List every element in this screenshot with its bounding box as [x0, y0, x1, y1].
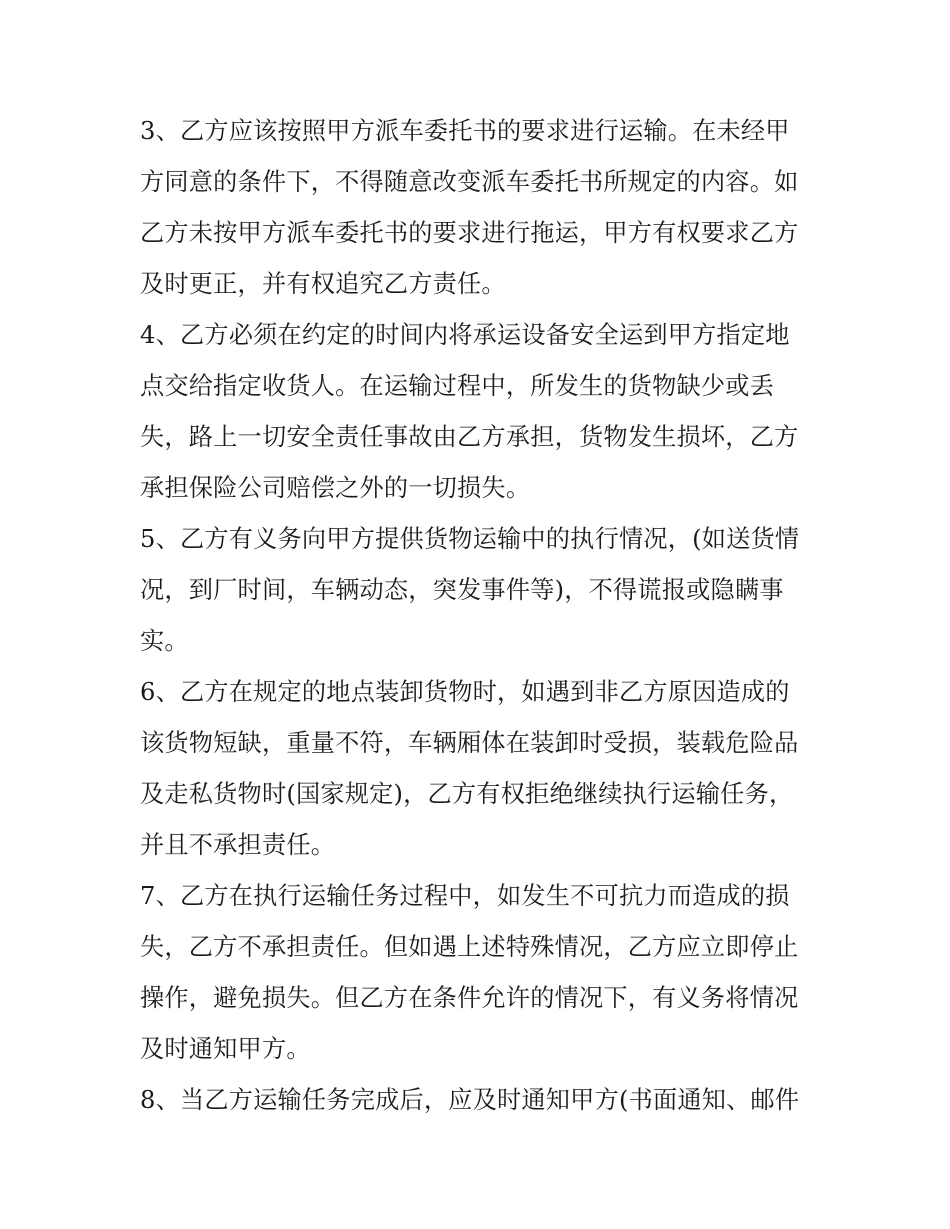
text-line: 方同意的条件下，不得随意改变派车委托书所规定的内容。如 [140, 168, 799, 196]
text-line: 8、当乙方运输任务完成后，应及时通知甲方(书面通知、邮件 [140, 1086, 800, 1114]
text-line: 失，乙方不承担责任。但如遇上述特殊情况，乙方应立即停止 [140, 933, 799, 961]
text-line: 该货物短缺，重量不符，车辆厢体在装卸时受损，装载危险品 [140, 729, 799, 757]
document-body [140, 106, 820, 1126]
text-line: 及走私货物时(国家规定)，乙方有权拒绝继续执行运输任务， [140, 780, 794, 808]
text-line: 况，到厂时间，车辆动态，突发事件等)，不得谎报或隐瞒事 [140, 576, 784, 604]
text-line: 7、乙方在执行运输任务过程中，如发生不可抗力而造成的损 [140, 882, 790, 910]
text-line: 4、乙方必须在约定的时间内将承运设备安全运到甲方指定地 [140, 321, 790, 349]
text-line: 及时更正，并有权追究乙方责任。 [140, 270, 506, 298]
text-line: 实。 [140, 627, 189, 655]
text-line: 及时通知甲方。 [140, 1035, 311, 1063]
text-line: 乙方未按甲方派车委托书的要求进行拖运，甲方有权要求乙方 [140, 219, 799, 247]
text-line: 5、乙方有义务向甲方提供货物运输中的执行情况，(如送货情 [140, 525, 800, 553]
text-line: 点交给指定收货人。在运输过程中，所发生的货物缺少或丢 [140, 372, 775, 400]
text-line: 并且不承担责任。 [140, 831, 336, 859]
text-line: 承担保险公司赔偿之外的一切损失。 [140, 474, 531, 502]
text-line: 3、乙方应该按照甲方派车委托书的要求进行运输。在未经甲 [140, 117, 790, 145]
text-line: 失，路上一切安全责任事故由乙方承担，货物发生损坏，乙方 [140, 423, 799, 451]
text-line: 操作，避免损失。但乙方在条件允许的情况下，有义务将情况 [140, 984, 799, 1012]
text-line: 6、乙方在规定的地点装卸货物时，如遇到非乙方原因造成的 [140, 678, 790, 706]
